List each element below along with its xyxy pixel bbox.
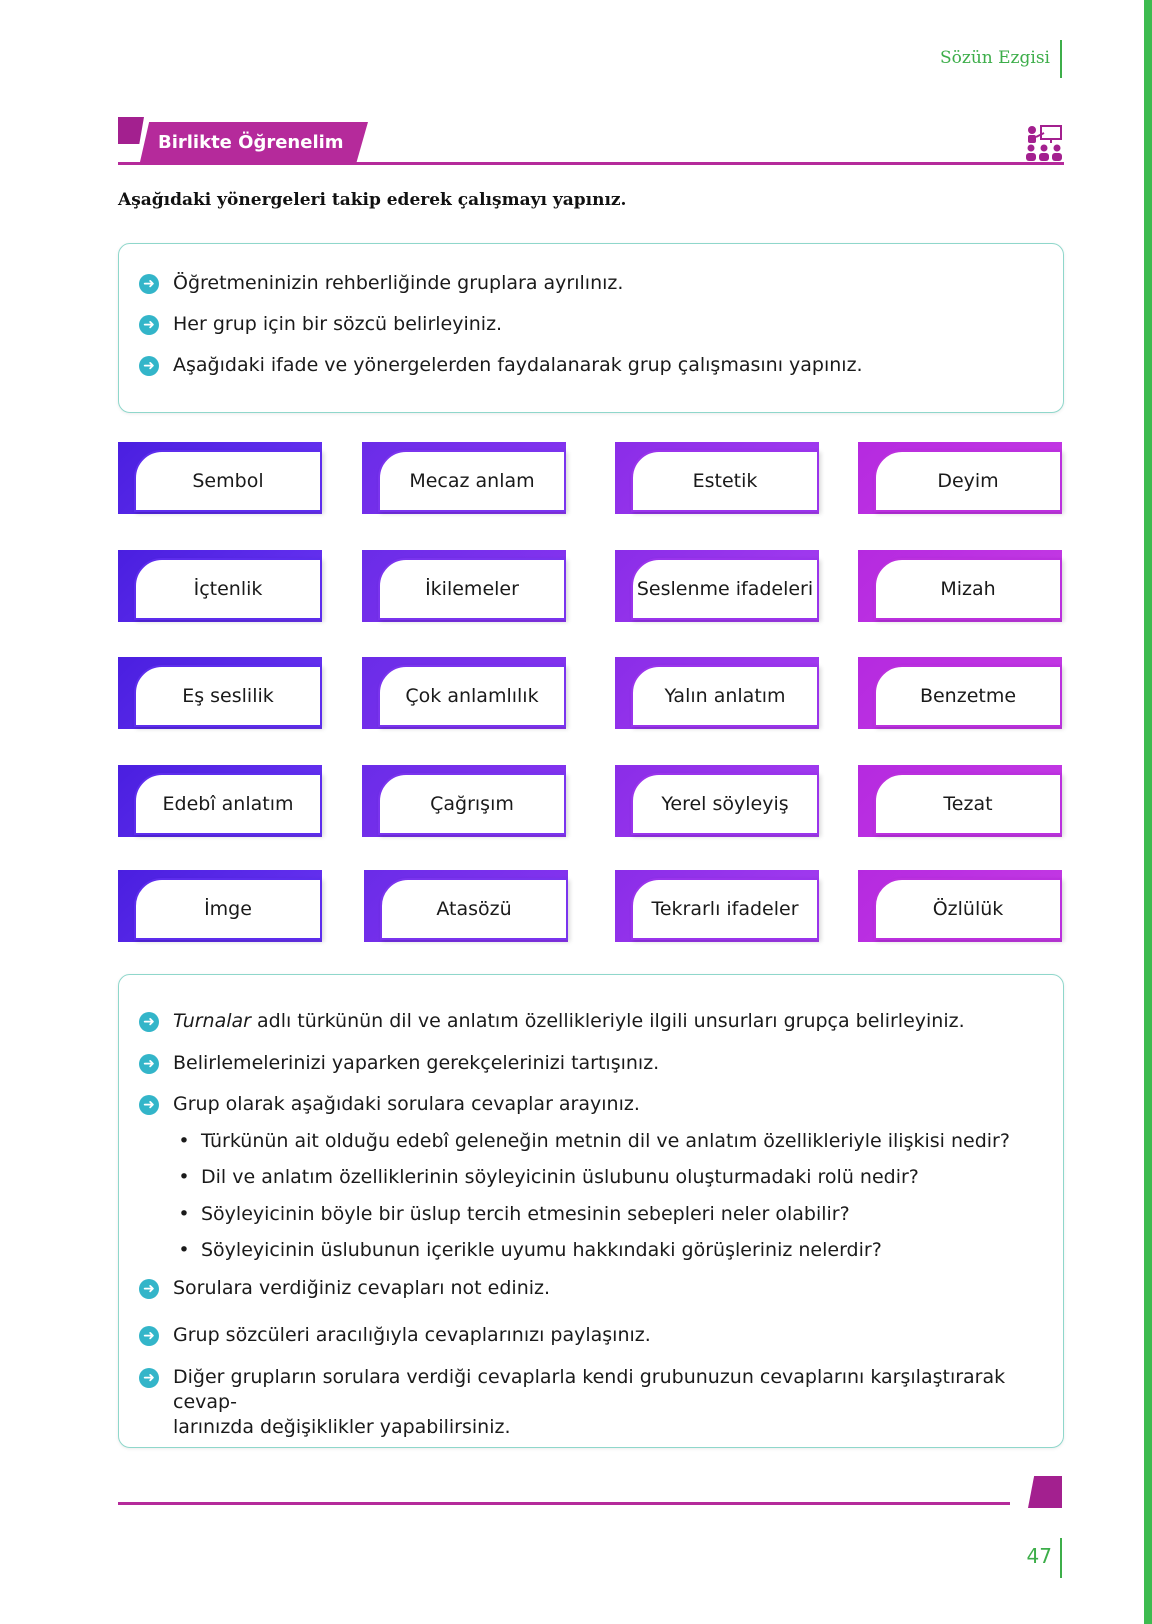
term-card: Edebî anlatım	[118, 765, 324, 839]
arrow-right-circle-icon: ➜	[139, 1279, 159, 1299]
term-card: Çağrışım	[362, 765, 568, 839]
list-item: ➜ Grup olarak aşağıdaki sorulara cevaplar arayınız.	[139, 1092, 640, 1117]
list-item: ➜ Grup sözcüleri aracılığıyla cevaplarınızı paylaşınız.	[139, 1323, 651, 1348]
question-item: • Söyleyicinin böyle bir üslup tercih etmesinin sebepleri neler olabilir?	[178, 1203, 850, 1225]
arrow-right-circle-icon: ➜	[139, 274, 159, 294]
list-item: ➜ Aşağıdaki ifade ve yönergelerden faydalanarak grup çalışmasını yapınız.	[139, 353, 863, 378]
arrow-right-circle-icon: ➜	[139, 1326, 159, 1346]
question-item: • Türkünün ait olduğu edebî geleneğin metnin dil ve anlatım özellikleriyle ilişkisi nedir?	[178, 1130, 1010, 1152]
arrow-right-circle-icon: ➜	[139, 315, 159, 335]
list-item: ➜ Her grup için bir sözcü belirleyiniz.	[139, 312, 502, 337]
term-card: Tekrarlı ifadeler	[615, 870, 821, 944]
page-edge-bar	[1144, 0, 1152, 1624]
term-card: Özlülük	[858, 870, 1064, 944]
question-item: • Dil ve anlatım özelliklerinin söyleyicinin üslubunu oluşturmadaki rolü nedir?	[178, 1166, 919, 1188]
arrow-right-circle-icon: ➜	[139, 356, 159, 376]
term-card: Seslenme ifadeleri	[615, 550, 821, 624]
arrow-right-circle-icon: ➜	[139, 1095, 159, 1115]
list-item: ➜ Öğretmeninizin rehberliğinde gruplara ayrılınız.	[139, 271, 623, 296]
list-item: ➜ Sorulara verdiğiniz cevapları not ediniz.	[139, 1276, 550, 1301]
section-underline	[118, 162, 1064, 165]
list-item: ➜ Diğer grupların sorulara verdiği cevaplarla kendi grubunuzun cevaplarını karşılaştırarak cevap- larınızda değişiklikler yapabilirsiniz.	[139, 1365, 1063, 1440]
term-card: Mizah	[858, 550, 1064, 624]
group-setup-box	[118, 243, 1064, 413]
arrow-right-circle-icon: ➜	[139, 1054, 159, 1074]
term-card: Deyim	[858, 442, 1064, 516]
term-card: Sembol	[118, 442, 324, 516]
term-card: Yalın anlatım	[615, 657, 821, 731]
term-card: Çok anlamlılık	[362, 657, 568, 731]
group-activity-box	[118, 974, 1064, 1448]
footer-rule	[118, 1502, 1010, 1505]
term-card: Mecaz anlam	[362, 442, 568, 516]
instruction-intro: Aşağıdaki yönergeleri takip ederek çalışmayı yapınız.	[118, 190, 627, 210]
list-item: ➜ Turnalar adlı türkünün dil ve anlatım özellikleriyle ilgili unsurları grupça belirleyiniz.	[139, 1009, 965, 1034]
arrow-right-circle-icon: ➜	[139, 1012, 159, 1032]
term-card: İçtenlik	[118, 550, 324, 624]
page-number: 47	[1026, 1544, 1052, 1568]
term-card: Benzetme	[858, 657, 1064, 731]
arrow-right-circle-icon: ➜	[139, 1368, 159, 1388]
term-card: İmge	[118, 870, 324, 944]
running-header: Sözün Ezgisi	[940, 48, 1050, 68]
footer-decoration	[1028, 1476, 1062, 1508]
list-item: ➜ Belirlemelerinizi yaparken gerekçelerinizi tartışınız.	[139, 1051, 659, 1076]
question-item: • Söyleyicinin üslubunun içerikle uyumu hakkındaki görüşleriniz nelerdir?	[178, 1239, 882, 1261]
term-card: Yerel söyleyiş	[615, 765, 821, 839]
header-rule	[1060, 40, 1062, 78]
term-card: Tezat	[858, 765, 1064, 839]
section-tab-decoration	[118, 117, 144, 144]
section-title: Birlikte Öğrenelim	[158, 132, 344, 153]
term-card: Eş seslilik	[118, 657, 324, 731]
term-card: Atasözü	[364, 870, 570, 944]
term-card: İkilemeler	[362, 550, 568, 624]
presentation-group-icon	[1024, 124, 1064, 162]
term-card: Estetik	[615, 442, 821, 516]
page-number-rule	[1060, 1538, 1062, 1578]
